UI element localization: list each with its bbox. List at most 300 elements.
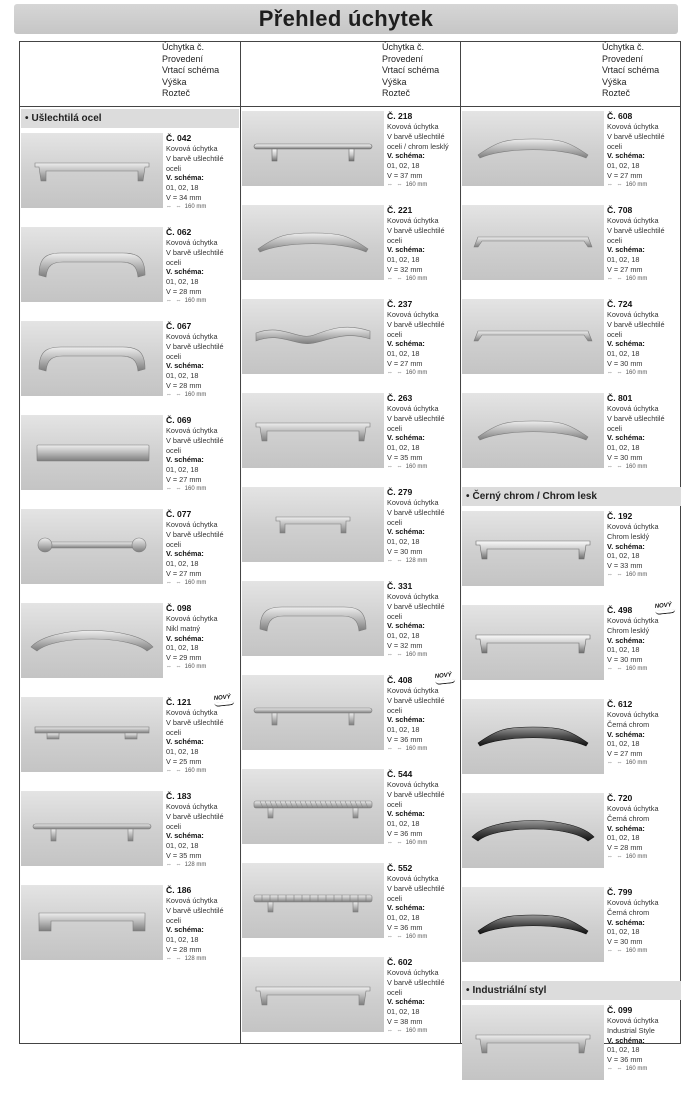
description-line: Kovová úchytka: [166, 238, 218, 247]
product-code: Č. 067: [166, 321, 192, 331]
handle-illustration: [21, 415, 163, 490]
description-line: Kovová úchytka: [166, 520, 218, 529]
product-card: [242, 863, 459, 957]
pitch-row: [387, 839, 463, 848]
scheme-label: V. schéma:: [607, 635, 645, 645]
scheme-label: V. schéma:: [607, 245, 645, 255]
header-line: Rozteč: [602, 88, 631, 99]
handle-illustration: [462, 793, 604, 868]
bullet-icon: •: [466, 985, 470, 996]
pitch-arrows-icon: ⇔ ⇔: [166, 955, 183, 962]
scheme-label: V. schéma:: [166, 549, 204, 559]
new-badge: [213, 693, 234, 707]
description-line: V barvě ušlechtilé: [166, 811, 224, 821]
product-code: Č. 708: [607, 205, 633, 215]
description-line: Černá chrom: [607, 907, 650, 917]
description-line: Černá chrom: [607, 719, 650, 729]
description-line: oceli: [607, 141, 623, 151]
scheme-value: 01, 02, 18: [166, 747, 199, 757]
handle-image: [276, 517, 350, 533]
handle-image: [254, 895, 372, 902]
scheme-value: 01, 02, 18: [166, 371, 199, 381]
description-line: V barvě ušlechtilé: [387, 695, 445, 705]
pitch-row: [166, 955, 242, 964]
pitch-row: [387, 181, 463, 190]
header-line: Výška: [602, 76, 627, 87]
handle-illustration: [462, 699, 604, 774]
description-line: Industrial Style: [607, 1025, 655, 1035]
product-photo: [21, 509, 163, 584]
pitch-arrows-icon: ⇔ ⇔: [607, 463, 624, 470]
height-value: V = 28 mm: [166, 286, 202, 296]
product-photo: [462, 699, 604, 774]
product-code: Č. 218: [387, 111, 413, 121]
height-value: V = 34 mm: [166, 192, 202, 202]
height-value: V = 30 mm: [607, 452, 643, 462]
product-card: [242, 299, 459, 393]
pitch-row: [607, 181, 683, 190]
height-value: V = 28 mm: [607, 843, 643, 853]
description-line: V barvě ušlechtilé: [387, 131, 445, 141]
handle-image: [478, 727, 588, 746]
handle-image: [256, 327, 370, 344]
product-description: [607, 602, 683, 674]
product-code: Č. 121: [166, 697, 192, 707]
product-photo: [462, 111, 604, 186]
description-line: oceli: [387, 893, 403, 903]
product-photo: [242, 581, 384, 656]
pitch-value: 160 mm: [405, 181, 428, 188]
product-photo: [21, 791, 163, 866]
section-title: Ušlechtilá ocel: [31, 113, 102, 124]
product-photo: [21, 697, 163, 772]
product-card: [21, 227, 239, 321]
scheme-label: V. schéma:: [387, 245, 425, 255]
pitch-value: 160 mm: [405, 463, 428, 470]
pitch-arrows-icon: ⇔ ⇔: [607, 181, 624, 188]
description-line: V barvě ušlechtilé: [166, 717, 224, 727]
section-header: [462, 487, 681, 506]
product-code: Č. 183: [166, 791, 192, 801]
pitch-value: 128 mm: [405, 557, 428, 564]
product-card: [462, 393, 681, 487]
product-description: [607, 887, 683, 956]
pitch-arrows-icon: ⇔ ⇔: [387, 181, 404, 188]
scheme-value: 01, 02, 18: [607, 645, 640, 655]
product-code: Č. 498: [607, 605, 633, 615]
description-line: V barvě ušlechtilé: [166, 905, 224, 915]
product-description: [166, 509, 242, 588]
pitch-arrows-icon: ⇔ ⇔: [387, 933, 404, 940]
description-line: oceli: [387, 235, 403, 245]
description-line: V barvě ušlechtilé: [166, 153, 224, 163]
description-line: Kovová úchytka: [607, 522, 659, 531]
description-line: Kovová úchytka: [166, 896, 218, 905]
pitch-row: [607, 463, 683, 472]
handle-image: [39, 347, 145, 371]
description-line: Kovová úchytka: [166, 614, 218, 623]
product-card: [21, 321, 239, 415]
section-title: Industriální styl: [472, 985, 547, 996]
product-card: [21, 415, 239, 509]
pitch-value: 160 mm: [625, 759, 648, 766]
header-line: Rozteč: [382, 88, 411, 99]
scheme-value: 01, 02, 18: [607, 927, 640, 937]
description-line: Kovová úchytka: [166, 426, 218, 435]
product-description: [387, 487, 463, 566]
header-line: Výška: [162, 76, 187, 87]
product-description: [607, 1005, 683, 1074]
section-header: [21, 109, 239, 128]
product-code: Č. 237: [387, 299, 413, 309]
description-line: V barvě ušlechtilé: [166, 435, 224, 445]
height-value: V = 37 mm: [387, 170, 423, 180]
product-description: [387, 672, 463, 754]
pitch-value: 160 mm: [405, 933, 428, 940]
height-value: V = 27 mm: [387, 358, 423, 368]
handle-image: [349, 149, 354, 161]
pitch-value: 128 mm: [184, 861, 207, 868]
description-line: oceli: [387, 517, 403, 527]
handle-illustration: [21, 133, 163, 208]
scheme-label: V. schéma:: [607, 729, 645, 739]
pitch-value: 160 mm: [405, 1027, 428, 1034]
handle-image: [476, 541, 590, 559]
handle-image: [35, 163, 149, 181]
product-card: [242, 205, 459, 299]
height-value: V = 36 mm: [387, 734, 423, 744]
product-code: Č. 186: [166, 885, 192, 895]
handle-image: [254, 144, 372, 149]
scheme-value: 01, 02, 18: [166, 841, 199, 851]
height-value: V = 35 mm: [166, 850, 202, 860]
pitch-arrows-icon: ⇔ ⇔: [607, 853, 624, 860]
product-card: [462, 299, 681, 393]
description-line: V barvě ušlechtilé: [387, 225, 445, 235]
scheme-value: 01, 02, 18: [166, 643, 199, 653]
pitch-arrows-icon: ⇔ ⇔: [607, 1065, 624, 1072]
description-line: V barvě ušlechtilé: [607, 319, 665, 329]
scheme-value: 01, 02, 18: [607, 161, 640, 171]
product-code: Č. 408: [387, 675, 413, 685]
height-value: V = 27 mm: [607, 264, 643, 274]
height-value: V = 36 mm: [607, 1055, 643, 1065]
header-line: Úchytka č.: [162, 42, 205, 52]
product-description: [607, 111, 683, 190]
description-line: V barvě ušlechtilé: [387, 977, 445, 987]
handle-image: [38, 538, 52, 552]
column-header: [380, 42, 439, 100]
product-code: Č. 544: [387, 769, 413, 779]
product-card: [21, 603, 239, 697]
pitch-row: [387, 651, 463, 660]
pitch-row: [166, 391, 242, 400]
pitch-value: 160 mm: [625, 665, 648, 672]
description-line: Kovová úchytka: [387, 592, 439, 601]
pitch-arrows-icon: ⇔ ⇔: [166, 203, 183, 210]
description-line: oceli: [387, 329, 403, 339]
scheme-value: 01, 02, 18: [387, 631, 420, 641]
description-line: oceli: [387, 987, 403, 997]
pitch-row: [166, 767, 242, 776]
description-line: Kovová úchytka: [607, 898, 659, 907]
product-description: [166, 227, 242, 306]
description-line: Kovová úchytka: [387, 780, 439, 789]
description-line: oceli: [166, 727, 182, 737]
scheme-label: V. schéma:: [387, 339, 425, 349]
handle-illustration: [242, 675, 384, 750]
description-line: Kovová úchytka: [607, 216, 659, 225]
pitch-value: 160 mm: [405, 275, 428, 282]
product-description: [607, 393, 683, 472]
product-card: [462, 205, 681, 299]
product-code: Č. 279: [387, 487, 413, 497]
height-value: V = 36 mm: [387, 828, 423, 838]
pitch-arrows-icon: ⇔ ⇔: [607, 665, 624, 672]
catalog-table: [19, 41, 681, 1072]
scheme-value: 01, 02, 18: [387, 913, 420, 923]
description-line: Nikl matný: [166, 623, 201, 633]
handle-image: [353, 902, 358, 912]
description-line: V barvě ušlechtilé: [166, 341, 224, 351]
pitch-value: 160 mm: [184, 767, 207, 774]
description-line: oceli: [387, 705, 403, 715]
product-description: [387, 581, 463, 660]
handle-image: [272, 713, 277, 725]
product-code: Č. 098: [166, 603, 192, 613]
scheme-label: V. schéma:: [607, 151, 645, 161]
product-photo: [242, 675, 384, 750]
height-value: V = 32 mm: [387, 264, 423, 274]
product-description: [166, 133, 242, 212]
product-card: [242, 581, 459, 675]
scheme-value: 01, 02, 18: [166, 183, 199, 193]
pitch-row: [387, 275, 463, 284]
pitch-arrows-icon: ⇔ ⇔: [387, 745, 404, 752]
pitch-row: [607, 369, 683, 378]
bullet-icon: •: [25, 113, 29, 124]
handle-illustration: [21, 603, 163, 678]
pitch-value: 160 mm: [184, 485, 207, 492]
handle-image: [256, 987, 370, 1005]
product-description: [166, 694, 242, 776]
pitch-arrows-icon: ⇔ ⇔: [387, 275, 404, 282]
pitch-row: [607, 571, 683, 580]
product-card: [21, 133, 239, 227]
product-code: Č. 042: [166, 133, 192, 143]
scheme-label: V. schéma:: [387, 997, 425, 1007]
product-description: [166, 885, 242, 964]
product-card: [462, 887, 681, 981]
description-line: Kovová úchytka: [387, 216, 439, 225]
product-card: [462, 699, 681, 793]
product-card: [242, 769, 459, 863]
product-code: Č. 221: [387, 205, 413, 215]
pitch-row: [607, 275, 683, 284]
scheme-value: 01, 02, 18: [607, 255, 640, 265]
description-line: V barvě ušlechtilé: [607, 225, 665, 235]
scheme-value: 01, 02, 18: [387, 537, 420, 547]
handle-image: [478, 421, 588, 440]
header-line: Úchytka č.: [602, 42, 645, 52]
scheme-value: 01, 02, 18: [387, 349, 420, 359]
handle-image: [474, 237, 592, 247]
description-line: V barvě ušlechtilé: [607, 131, 665, 141]
handle-illustration: [242, 111, 384, 186]
header-line: Rozteč: [162, 88, 191, 99]
handle-image: [258, 233, 368, 252]
scheme-value: 01, 02, 18: [607, 833, 640, 843]
product-photo: [462, 299, 604, 374]
pitch-value: 160 mm: [405, 745, 428, 752]
description-line: V barvě ušlechtilé: [387, 507, 445, 517]
scheme-label: V. schéma:: [166, 633, 204, 643]
description-line: oceli: [166, 915, 182, 925]
pitch-row: [166, 297, 242, 306]
scheme-value: 01, 02, 18: [166, 935, 199, 945]
description-line: oceli: [166, 539, 182, 549]
handle-image: [35, 727, 149, 733]
product-description: [607, 205, 683, 284]
product-photo: [21, 415, 163, 490]
product-description: [166, 415, 242, 494]
pitch-row: [166, 663, 242, 672]
pitch-arrows-icon: ⇔ ⇔: [387, 1027, 404, 1034]
product-description: [166, 603, 242, 672]
description-line: Kovová úchytka: [607, 404, 659, 413]
product-code: Č. 552: [387, 863, 413, 873]
description-line: Kovová úchytka: [607, 1016, 659, 1025]
handle-illustration: [242, 581, 384, 656]
scheme-value: 01, 02, 18: [607, 443, 640, 453]
pitch-value: 160 mm: [625, 571, 648, 578]
product-card: [462, 511, 681, 605]
handle-image: [268, 902, 273, 912]
handle-illustration: [242, 863, 384, 938]
handle-image: [349, 713, 354, 725]
product-photo: [242, 769, 384, 844]
handle-image: [256, 423, 370, 441]
product-description: [387, 863, 463, 942]
description-line: Kovová úchytka: [387, 310, 439, 319]
pitch-row: [387, 463, 463, 472]
handle-illustration: [242, 769, 384, 844]
pitch-value: 160 mm: [625, 947, 648, 954]
pitch-row: [387, 557, 463, 566]
handle-image: [39, 253, 145, 277]
product-code: Č. 724: [607, 299, 633, 309]
pitch-value: 160 mm: [625, 463, 648, 470]
handle-image: [51, 829, 56, 841]
handle-illustration: [242, 205, 384, 280]
product-card: [462, 793, 681, 887]
description-line: oceli: [166, 163, 182, 173]
description-line: Kovová úchytka: [166, 332, 218, 341]
header-line: Provedení: [382, 53, 424, 64]
height-value: V = 27 mm: [166, 568, 202, 578]
scheme-label: V. schéma:: [166, 173, 204, 183]
pitch-row: [387, 369, 463, 378]
scheme-label: V. schéma:: [387, 715, 425, 725]
product-description: [607, 511, 683, 580]
handle-illustration: [242, 393, 384, 468]
pitch-arrows-icon: ⇔ ⇔: [166, 391, 183, 398]
pitch-row: [387, 1027, 463, 1036]
product-photo: [242, 393, 384, 468]
scheme-value: 01, 02, 18: [166, 465, 199, 475]
height-value: V = 28 mm: [166, 944, 202, 954]
scheme-value: 01, 02, 18: [607, 1045, 640, 1055]
scheme-value: 01, 02, 18: [166, 559, 199, 569]
scheme-label: V. schéma:: [387, 903, 425, 913]
pitch-value: 160 mm: [405, 651, 428, 658]
pitch-value: 160 mm: [625, 1065, 648, 1072]
height-value: V = 27 mm: [607, 749, 643, 759]
pitch-row: [607, 665, 683, 674]
pitch-value: 160 mm: [625, 369, 648, 376]
description-line: oceli / chrom lesklý: [387, 141, 449, 151]
pitch-value: 160 mm: [405, 369, 428, 376]
pitch-arrows-icon: ⇔ ⇔: [607, 947, 624, 954]
description-line: V barvě ušlechtilé: [387, 319, 445, 329]
height-value: V = 27 mm: [607, 170, 643, 180]
scheme-label: V. schéma:: [166, 455, 204, 465]
product-photo: [242, 205, 384, 280]
header-line: Výška: [382, 76, 407, 87]
handle-illustration: [462, 205, 604, 280]
description-line: oceli: [166, 821, 182, 831]
scheme-value: 01, 02, 18: [387, 819, 420, 829]
header-line: Provedení: [162, 53, 204, 64]
scheme-label: V. schéma:: [607, 541, 645, 551]
description-line: Kovová úchytka: [607, 122, 659, 131]
product-photo: [242, 299, 384, 374]
handle-image: [478, 915, 588, 934]
height-value: V = 29 mm: [166, 653, 202, 663]
scheme-value: 01, 02, 18: [607, 349, 640, 359]
new-badge-label: NOVÝ: [213, 694, 232, 703]
pitch-row: [607, 947, 683, 956]
product-code: Č. 612: [607, 699, 633, 709]
description-line: Kovová úchytka: [387, 874, 439, 883]
height-value: V = 33 mm: [607, 561, 643, 571]
handle-illustration: [21, 227, 163, 302]
product-code: Č. 720: [607, 793, 633, 803]
handle-illustration: [462, 887, 604, 962]
handle-image: [128, 829, 133, 841]
description-line: oceli: [387, 611, 403, 621]
pitch-value: 160 mm: [625, 275, 648, 282]
product-card: [242, 957, 459, 1051]
bullet-icon: •: [466, 491, 470, 502]
scheme-value: 01, 02, 18: [166, 277, 199, 287]
header-line: Úchytka č.: [382, 42, 425, 52]
pitch-arrows-icon: ⇔ ⇔: [387, 839, 404, 846]
height-value: V = 30 mm: [387, 546, 423, 556]
handle-illustration: [21, 697, 163, 772]
pitch-value: 128 mm: [184, 955, 207, 962]
header-divider: [20, 106, 680, 107]
pitch-arrows-icon: ⇔ ⇔: [166, 579, 183, 586]
pitch-arrows-icon: ⇔ ⇔: [607, 759, 624, 766]
pitch-row: [166, 861, 242, 870]
handle-illustration: [242, 957, 384, 1032]
handle-image: [37, 445, 149, 461]
product-photo: [21, 133, 163, 208]
handle-image: [476, 635, 590, 653]
handle-illustration: [462, 111, 604, 186]
product-description: [607, 699, 683, 768]
